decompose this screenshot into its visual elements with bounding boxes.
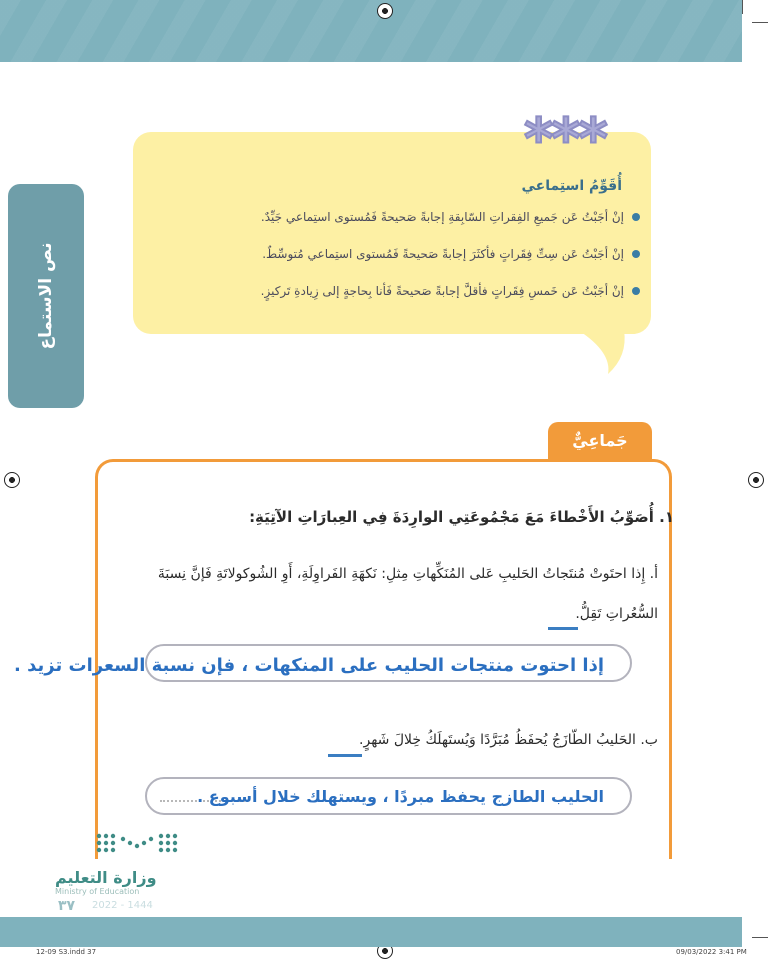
crop-mark [752, 937, 768, 938]
crop-mark [752, 22, 768, 23]
evaluation-item-text: إنْ أجَبْتُ عَن خَمسِ فِقَراتٍ فأقلَّ إجابةً صَحيحةً فَأنا بِحاجةٍ إلى زِيادةِ تَركيزٍ. [260, 284, 624, 298]
print-slug-file: 12-09 S3.indd 37 [36, 948, 97, 956]
answer-a: إذا احتوت منتجات الحليب على المنكهات ، فإن نسبة السعرات تزيد . [14, 655, 604, 676]
error-underline [548, 627, 578, 630]
ministry-name: وزارة التعليم [55, 868, 157, 887]
question-part-a-line1: أ. إِذا احتَوتْ مُنتَجاتُ الحَليبِ عَلى المُنَكِّهاتِ مِثلِ: نَكهَةِ الفَراوِلَةِ، أَوِ الشُوكولاتَةِ فَإنَّ نِسبَةَ [157, 566, 658, 582]
evaluation-item [261, 210, 640, 224]
question-part-a-line2: السُّعُراتِ تَقِلُّ. [575, 606, 658, 622]
ministry-logo-icon [95, 830, 181, 860]
side-tab-label: نص الاستماع [36, 242, 56, 350]
question-part-b: ب. الحَليبُ الطّازَجُ يُحفَظُ مُبَرَّدًا وَيُستَهلَكُ خِلالَ شَهرٍ. [359, 732, 658, 748]
question-1: ١. أُصَوِّبُ الأَخْطاءَ مَعَ مَجْمُوعَتِي الوارِدَةَ فِي العِبارَاتِ الآتِيَةِ: [249, 508, 674, 526]
evaluation-item [262, 247, 640, 261]
evaluation-item-text: إنْ أجَبْتُ عَن سِتِّ فِقَراتٍ فأكثَرَ إجابةً صَحيحةً فَمُستوى استِماعي مُتوسِّطٌ. [262, 247, 624, 261]
stars-icon: *** [524, 107, 606, 172]
speech-bubble-tail [578, 330, 632, 374]
bullet-icon [632, 250, 640, 258]
page-number: ٣٧ [58, 898, 76, 914]
bottom-decorative-band [0, 917, 742, 947]
ministry-subtitle: Ministry of Education [55, 887, 140, 896]
top-band-margin [742, 0, 768, 62]
print-slug-date: 09/03/2022 3:41 PM [676, 948, 747, 956]
evaluation-item [261, 284, 640, 298]
registration-mark-icon [748, 472, 764, 488]
answer-b: الحليب الطازج يحفظ مبردًا ، ويستهلك خلال أسبوع . [197, 787, 604, 806]
side-tab [8, 184, 84, 408]
evaluation-item-text: إنْ أجَبْتُ عَن جَميعِ الفِقراتِ السّابِقةِ إجابةً صَحيحةً فَمُستوى استِماعي جَيِّدٌ. [260, 210, 624, 224]
registration-mark-icon [4, 472, 20, 488]
error-underline [328, 754, 362, 757]
bullet-icon [632, 287, 640, 295]
edition-year: 2022 - 1444 [92, 900, 153, 911]
bullet-icon [632, 213, 640, 221]
group-activity-badge: جَماعِيٌّ [548, 422, 652, 460]
top-band-pattern [0, 0, 742, 62]
crop-mark [742, 0, 743, 14]
registration-mark-icon [377, 3, 393, 19]
self-evaluation-title: أُقَوِّمُ استِماعي [521, 178, 622, 194]
